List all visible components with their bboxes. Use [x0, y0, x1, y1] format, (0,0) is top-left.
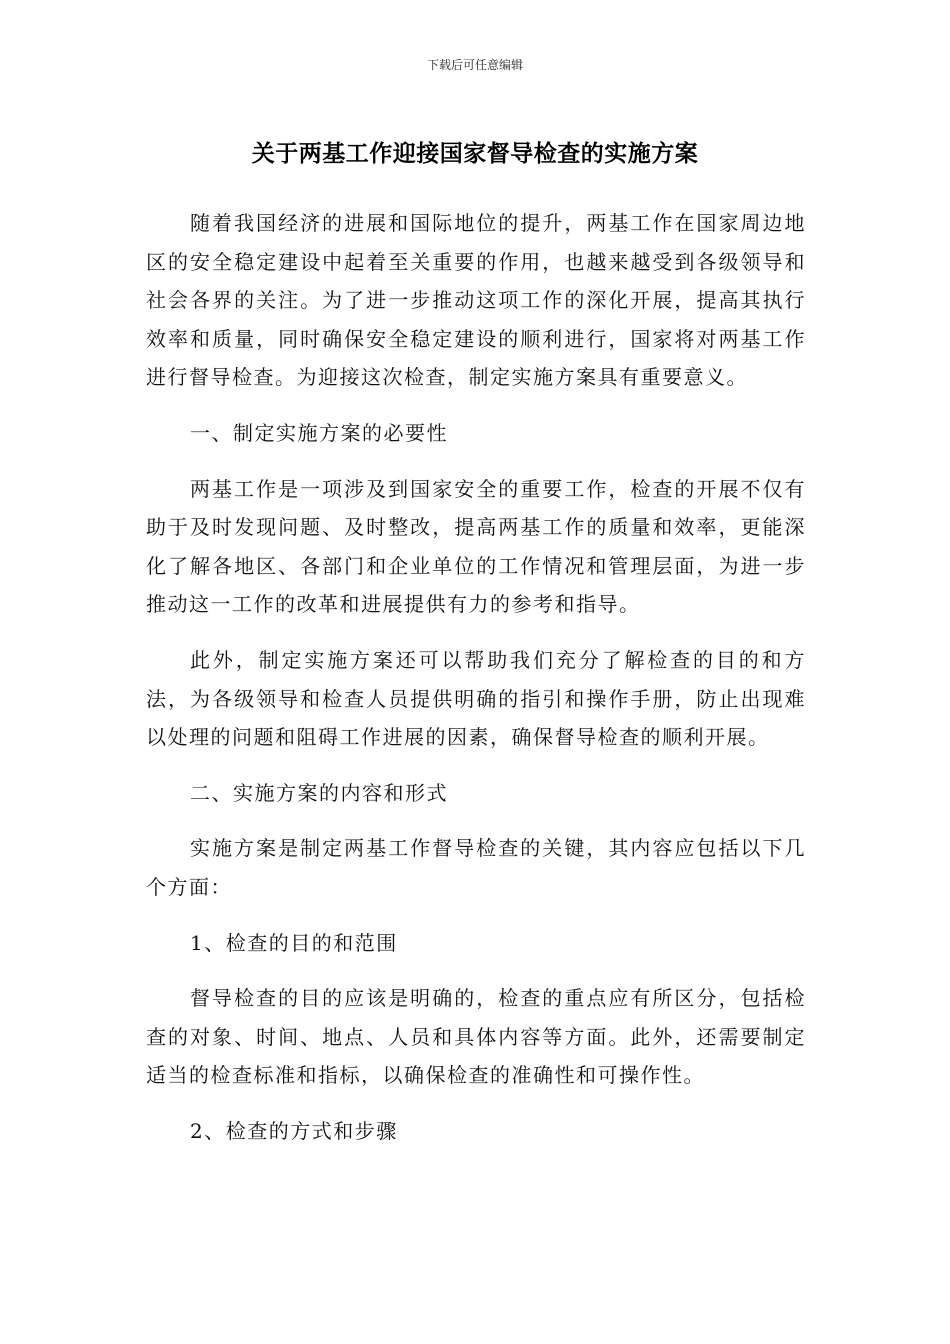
document-body: [146, 204, 806, 1167]
document-title: 关于两基工作迎接国家督导检查的实施方案: [251, 141, 699, 167]
intro-paragraph: 随着我国经济的进展和国际地位的提升，两基工作在国家周边地区的安全稳定建设中起着至关重要的作用，也越来越受到各级领导和社会各界的关注。为了进一步推动这项工作的深化开展，提高其执行效率和质量，同时确保安全稳定建设的顺利进行，国家将对两基工作进行督导检查。为迎接这次检查，制定实施方案具有重要意义。: [146, 211, 806, 390]
item-heading-1: 1、检查的目的和范围: [190, 930, 398, 955]
section-1-paragraph-2: 此外，制定实施方案还可以帮助我们充分了解检查的目的和方法，为各级领导和检查人员提供明确的指引和操作手册，防止出现难以处理的问题和阻碍工作进展的因素，确保督导检查的顺利开展。: [146, 647, 806, 750]
section-1-paragraph-1: 两基工作是一项涉及到国家安全的重要工作，检查的开展不仅有助于及时发现问题、及时整改，提高两基工作的质量和效率，更能深化了解各地区、各部门和企业单位的工作情况和管理层面，为进一步推动这一工作的改革和进展提供有力的参考和指导。: [146, 476, 806, 617]
section-2-paragraph-1: 实施方案是制定两基工作督导检查的关键，其内容应包括以下几个方面：: [146, 836, 806, 899]
section-heading-2: 二、实施方案的内容和形式: [190, 780, 448, 805]
item-heading-2: 2、检查的方式和步骤: [190, 1118, 398, 1143]
section-heading-1: 一、制定实施方案的必要性: [190, 420, 448, 445]
header-note: 下载后可任意编辑: [426, 58, 523, 72]
item-1-paragraph-1: 督导检查的目的应该是明确的，检查的重点应有所区分，包括检查的对象、时间、地点、人员和具体内容等方面。此外，还需要制定适当的检查标准和指标，以确保检查的准确性和可操作性。: [146, 986, 806, 1088]
